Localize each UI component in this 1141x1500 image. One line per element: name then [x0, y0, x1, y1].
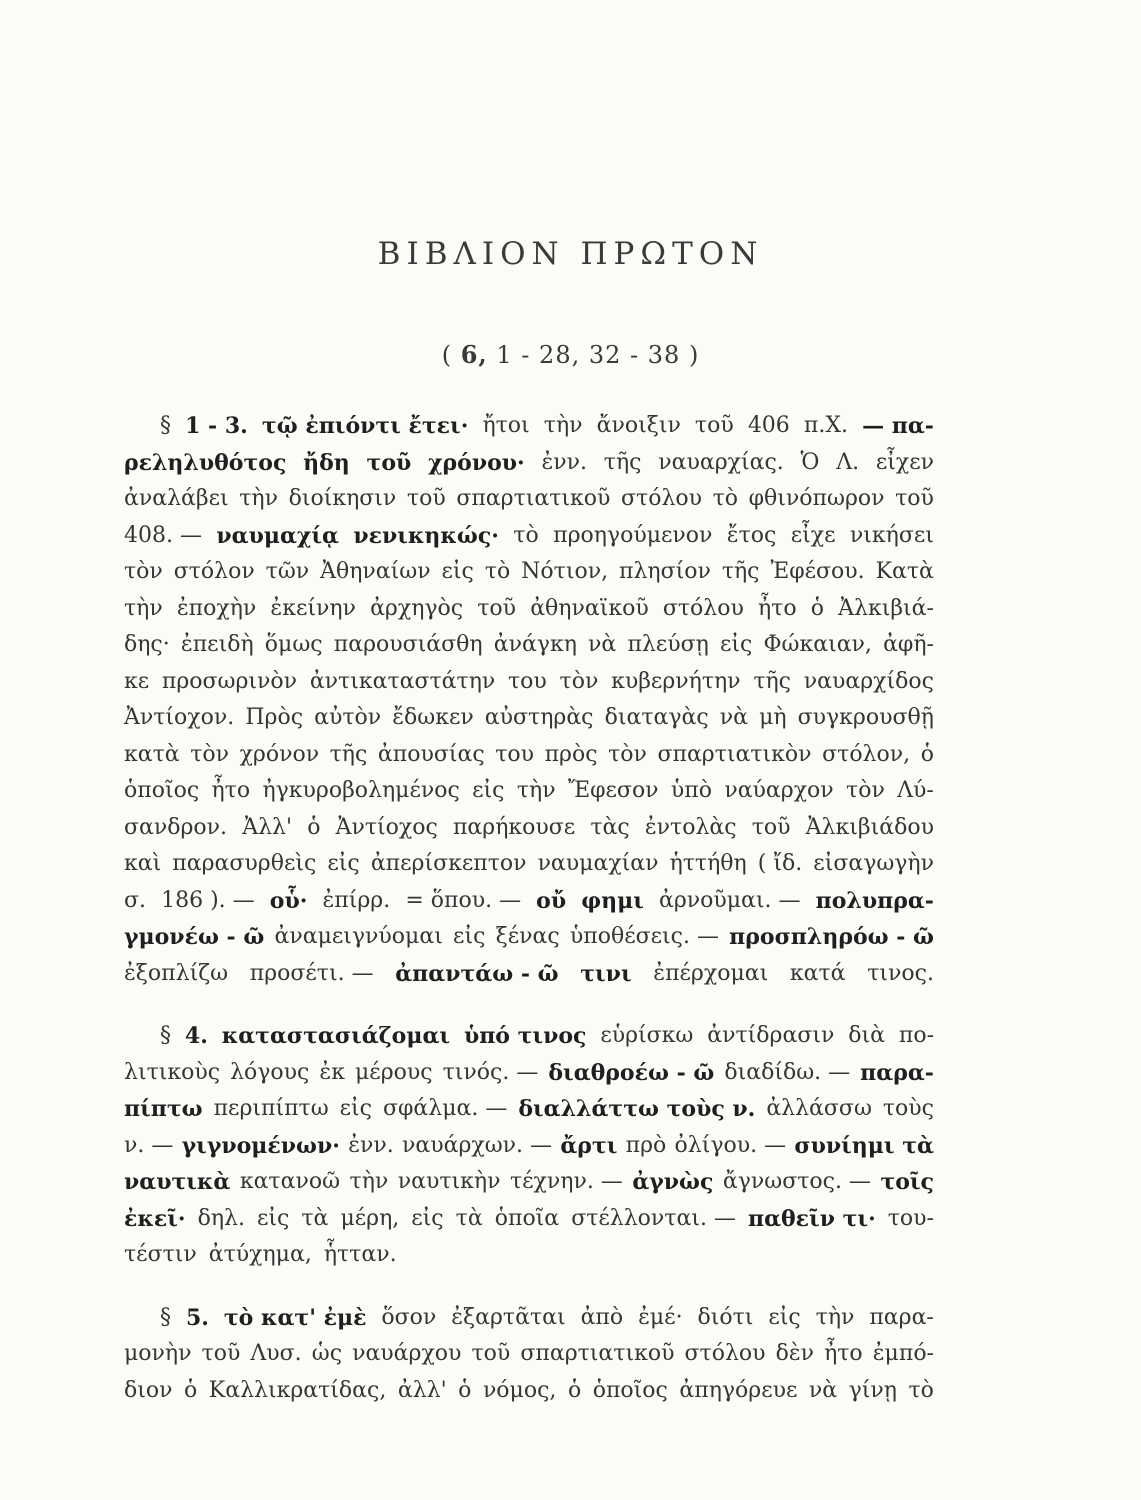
word: ἀπὸ — [580, 1304, 624, 1330]
word: στόλον, — [822, 741, 911, 767]
bold-lemma: τοῦ — [366, 449, 412, 476]
word: εἰς — [453, 924, 486, 949]
word: τὸ — [712, 486, 739, 511]
word: τὸ — [513, 522, 539, 548]
word: κυβερνήτην — [611, 668, 741, 694]
word: εἰς — [327, 851, 360, 876]
word: προσέτι. — — [249, 960, 374, 986]
word: τὴν — [349, 1169, 389, 1194]
text-line — [124, 664, 934, 701]
word: τοὺς — [882, 1096, 934, 1121]
word: ἐνν. — [348, 1132, 394, 1158]
word: τῆς — [329, 741, 368, 767]
word: ναυμαχίαν — [537, 851, 659, 876]
word: προηγούμενον — [553, 522, 713, 548]
word: τοῦ — [471, 1341, 511, 1366]
text-line — [124, 591, 934, 628]
text-line — [124, 1164, 934, 1201]
word: λιτικοὺς — [124, 1059, 221, 1085]
word: του- — [887, 1205, 934, 1231]
bold-lemma: παθεῖν τι· — [747, 1205, 876, 1232]
word: εἰς — [339, 1096, 373, 1121]
word: διοίκησιν — [288, 486, 397, 511]
word: κατά — [789, 960, 846, 986]
word: τὸ — [908, 1377, 934, 1403]
text-line — [124, 627, 934, 664]
word: τέστιν — [124, 1242, 197, 1267]
word: ἔτος — [726, 522, 777, 548]
word: προσωρινὸν — [161, 668, 298, 694]
word: τὴν — [543, 413, 583, 438]
word: ν. — — [124, 1132, 174, 1158]
word: ξένας — [495, 924, 560, 949]
bold-lemma: ἀγνὼς — [632, 1169, 714, 1195]
paragraph — [124, 408, 934, 992]
word: στόλου — [621, 486, 703, 511]
word: § — [160, 1304, 171, 1330]
word: συγκρουσθῇ — [797, 705, 934, 730]
word: διαδίδω. — — [724, 1059, 851, 1085]
word: καὶ — [124, 851, 162, 876]
bold-lemma: φημι — [581, 887, 644, 914]
bold-lemma: ρεληλυθότος — [124, 449, 287, 476]
word: νικήσει — [849, 522, 934, 548]
word: ἐξοπλίζω — [124, 960, 229, 986]
bold-lemma: συνίημι τὰ — [794, 1132, 934, 1159]
bold-lemma: ἤδη — [303, 449, 350, 476]
word: Ἔφεσον — [567, 778, 659, 803]
word: πρὸς — [544, 741, 598, 767]
word: τοῦ — [201, 1341, 241, 1366]
word: ἐπίρρ. — [322, 887, 391, 913]
bold-lemma: νενικηκώς· — [353, 522, 499, 549]
word: τοῦ — [406, 486, 446, 511]
word: στόλον — [173, 559, 255, 584]
word: ἔδωκεν — [392, 705, 474, 730]
word: ἐπέρχομαι — [653, 960, 769, 986]
word: λόγους — [230, 1059, 310, 1085]
word: εἰς — [441, 559, 474, 584]
word: αὐτὸν — [314, 705, 382, 730]
word: ὅμως — [264, 632, 323, 657]
word: ἀτύχημα, — [208, 1242, 312, 1267]
word: εἰς — [768, 1304, 801, 1330]
word: πλησίον — [619, 559, 711, 584]
word: Λύ- — [897, 778, 934, 803]
word: ἦτο — [824, 1341, 863, 1366]
word: ἐμέ· — [638, 1304, 683, 1330]
text-line — [124, 445, 934, 482]
paragraph — [124, 1300, 934, 1410]
word: ἀντίδρασιν — [707, 1023, 835, 1048]
bold-lemma: ἄρτι — [560, 1132, 618, 1159]
word: ἄγνωστος. — — [722, 1169, 871, 1194]
word: τὸν — [608, 741, 647, 767]
text-line — [124, 1336, 934, 1373]
word: μέρους — [355, 1059, 433, 1085]
word: ἤτοι — [482, 413, 530, 438]
word: τὸν — [124, 559, 163, 584]
word: τοῦ — [751, 814, 791, 840]
word: περιπίπτω — [213, 1096, 329, 1121]
word: ὁ — [184, 1377, 198, 1403]
word: Ὁ — [800, 449, 820, 475]
word: ναύαρχον — [724, 778, 834, 803]
paragraph — [124, 1018, 934, 1274]
word: ἄνοιξιν — [596, 413, 681, 438]
word: τὴν — [815, 1304, 855, 1330]
text-line — [124, 883, 934, 920]
text-line — [124, 737, 934, 774]
word: διον — [124, 1377, 173, 1403]
word: δηλ. — [197, 1205, 245, 1231]
bold-lemma: διαλλάττω τοὺς ν. — [518, 1096, 756, 1122]
bold-lemma: ναυμαχίᾳ — [216, 522, 339, 549]
word: ἀλλ' — [397, 1377, 447, 1403]
bold-lemma: τοῖς — [880, 1169, 934, 1195]
word: τοῦ — [895, 486, 934, 511]
word: Φώκαιαν, — [763, 632, 872, 657]
text-line — [124, 810, 934, 847]
subtitle-range: 1 - 28, 32 - 38 — [496, 341, 681, 369]
word: τὰ — [455, 1205, 483, 1231]
bold-lemma: γιγνομένων· — [181, 1132, 340, 1159]
word: Καλλικρατίδας, — [208, 1377, 387, 1403]
bold-lemma: τῷ ἐπιόντι ἔτει· — [261, 413, 469, 439]
word: νόμος, — [482, 1377, 557, 1403]
word: ὁ — [307, 814, 321, 840]
word: ναυάρχου — [352, 1341, 462, 1366]
bold-lemma: πίπτω — [124, 1096, 203, 1122]
word: σανδρον. — [124, 814, 228, 840]
commentary-body — [124, 408, 934, 1435]
word: διότι — [697, 1304, 754, 1330]
word: τὴν — [239, 486, 278, 511]
word: ἐποχὴν — [176, 595, 257, 621]
word: δης· — [124, 632, 170, 657]
word: ( ἴδ. — [757, 851, 803, 876]
word: πλεύσῃ — [627, 632, 709, 657]
word: ναυτικὴν — [397, 1169, 501, 1194]
word: παρήκουσε — [452, 814, 576, 840]
word: Ἐφέσου. — [770, 559, 865, 584]
word: τινός. — — [442, 1059, 539, 1085]
word: ἐκείνην — [270, 595, 356, 621]
word: τινος. — [867, 960, 934, 986]
word: Ἀλκιβιά- — [838, 595, 934, 621]
word: παρασυρθεὶς — [172, 851, 317, 876]
subtitle-chapter-number: 6, — [460, 340, 488, 369]
bold-lemma: 4. — [184, 1023, 208, 1049]
word: = ὅπου. — — [405, 887, 522, 913]
word: ἀναμειγνύομαι — [274, 924, 443, 949]
word: ἀπερίσκεπτον — [370, 851, 527, 876]
word: τὰ — [301, 1205, 329, 1231]
word: τὸ — [484, 559, 511, 584]
word: παρα- — [869, 1304, 934, 1330]
word: ἧτταν. — [323, 1242, 397, 1267]
word: ἀναλάβει — [124, 486, 229, 511]
word: § — [160, 413, 171, 438]
text-line — [124, 773, 934, 810]
word: Ἀντίοχον. — [124, 705, 235, 730]
word: αὐστηρὰς — [484, 705, 594, 730]
subtitle-open-paren: ( — [441, 341, 453, 369]
word: διὰ — [848, 1023, 885, 1048]
word: ὑποθέσεις. — — [569, 924, 719, 949]
word: ἀλλάσσω — [766, 1096, 872, 1121]
text-line — [124, 1300, 934, 1337]
word: ἀπουσίας — [377, 741, 485, 767]
word: εἰς — [472, 778, 505, 803]
word: ἀνάγκη — [493, 632, 577, 657]
word: τὸν — [559, 668, 599, 694]
word: τὸν — [190, 741, 229, 767]
word: ἐντολὰς — [644, 814, 737, 840]
bold-lemma: καταστασιάζομαι — [221, 1023, 451, 1049]
word: ἐκ — [319, 1059, 345, 1085]
text-line — [124, 700, 934, 737]
word: ἀθηναϊκοῦ — [530, 595, 649, 621]
word: χρόνον — [239, 741, 320, 767]
bold-lemma: παρα- — [860, 1059, 934, 1086]
word: ὁποῖος — [592, 1377, 668, 1403]
word: νὰ — [808, 1377, 838, 1403]
word: Ἀντίοχος — [335, 814, 438, 840]
word: ἀντικαταστάτην — [309, 668, 496, 694]
bold-lemma: διαθροέω - ῶ — [548, 1059, 715, 1086]
word: ὁποῖος — [124, 778, 200, 803]
text-line — [124, 1128, 934, 1165]
bold-lemma: οὗ· — [269, 887, 308, 914]
word: τοῦ — [477, 595, 517, 621]
word: τὸν — [846, 778, 885, 803]
word: 406 — [747, 413, 790, 438]
word: ἀρχηγὸς — [370, 595, 464, 621]
word: παρουσιάσθη — [333, 632, 483, 657]
bold-lemma: 1 - 3. — [185, 413, 248, 439]
word: ὁ — [920, 741, 934, 767]
bold-lemma: χρόνου· — [428, 449, 525, 476]
word: τῶν — [265, 559, 310, 584]
bold-lemma: προσπληρόω - ῶ — [729, 924, 934, 950]
word: εἶχε — [790, 522, 836, 548]
word: § — [160, 1023, 171, 1048]
word: ναυάρχων. — — [402, 1132, 553, 1158]
text-line — [124, 1055, 934, 1092]
word: ὀλίγου. — — [674, 1132, 787, 1158]
word: ἦτο — [211, 778, 251, 803]
word: τέχνην. — — [509, 1169, 623, 1194]
word: ἀφῆ- — [883, 632, 934, 657]
word: Νότιον, — [521, 559, 609, 584]
text-line — [124, 408, 934, 445]
word: σπαρτιατικοῦ — [456, 486, 611, 511]
bold-lemma: 5. — [185, 1304, 209, 1331]
word: ἐμπό- — [872, 1341, 934, 1366]
word: ναυαρχίας. — [658, 449, 784, 475]
word: εἰς — [256, 1205, 290, 1231]
word: μονὴν — [124, 1341, 192, 1366]
word: εἰσαγωγὴν — [813, 851, 934, 876]
word: στόλου — [684, 1341, 766, 1366]
word: εὑρίσκω — [600, 1023, 694, 1048]
word: ἦτο — [757, 595, 797, 621]
word: ναυαρχίδος — [803, 668, 934, 694]
word: ἀρνοῦμαι. — — [658, 887, 801, 913]
word: του — [495, 741, 535, 767]
text-line — [124, 1201, 934, 1238]
bold-lemma: ὑπό τινος — [463, 1023, 587, 1049]
bold-lemma: γμονέω - ῶ — [124, 924, 265, 950]
word: Ἀθηναίων — [320, 559, 431, 584]
word: του — [508, 668, 547, 694]
word: εἶχεν — [875, 449, 934, 475]
word: τῆς — [603, 449, 642, 475]
word: Ἀλλ' — [242, 814, 293, 840]
word: νὰ — [719, 705, 748, 730]
word: ὅσον — [381, 1304, 437, 1330]
word: Ἀλκιβιάδου — [805, 814, 934, 840]
word: στέλλονται. — — [571, 1205, 736, 1231]
word: σπαρτιατικοῦ — [520, 1341, 675, 1366]
word: ὁ — [810, 595, 824, 621]
word: Λ. — [836, 449, 860, 475]
word: ἠγκυροβολημένος — [262, 778, 460, 803]
word: σ. — [124, 887, 147, 913]
text-line — [124, 846, 934, 883]
text-line — [124, 1091, 934, 1128]
bold-lemma: ναυτικὰ — [124, 1169, 231, 1195]
text-line — [124, 919, 934, 956]
word: εἰς — [719, 632, 753, 657]
word: ἀπηγόρευε — [679, 1377, 798, 1403]
word: κατανοῶ — [239, 1169, 341, 1194]
word: πρὸ — [625, 1132, 667, 1158]
chapter-subtitle — [0, 340, 1141, 369]
word: σφάλμα. — — [383, 1096, 508, 1121]
bold-lemma: — πα- — [862, 413, 934, 439]
word: ὑπὸ — [670, 778, 712, 803]
word: νὰ — [588, 632, 617, 657]
word: ἐνν. — [541, 449, 588, 475]
word: ὁ — [567, 1377, 582, 1403]
bold-lemma: τὸ κατ' ἐμὲ — [223, 1304, 367, 1331]
bold-lemma: τινι — [580, 960, 632, 987]
word: Πρὸς — [245, 705, 304, 730]
text-line — [124, 518, 934, 555]
word: ἡττήθη — [669, 851, 747, 876]
word: κε — [124, 668, 150, 694]
word: ὁ — [458, 1377, 472, 1403]
word: μὴ — [759, 705, 787, 730]
word: εἰς — [411, 1205, 444, 1231]
word: π.Χ. — [803, 413, 849, 438]
word: σπαρτιατικὸν — [657, 741, 812, 767]
word: 408. — — [124, 522, 202, 548]
chapter-title: ΒΙΒΛΙΟΝ ΠΡΩΤΟΝ — [377, 236, 764, 272]
text-line — [124, 1018, 934, 1055]
text-line — [124, 554, 934, 591]
word: φθινόπωρον — [748, 486, 885, 511]
subtitle-close-paren: ) — [688, 341, 700, 369]
word: τῆς — [753, 668, 791, 694]
word: ὡς — [311, 1341, 343, 1366]
word: μέρη, — [340, 1205, 400, 1231]
word: πο- — [898, 1023, 934, 1048]
bold-lemma: ἀπαντάω - ῶ — [395, 960, 559, 987]
word: Λυσ. — [250, 1341, 302, 1366]
word: τὴν — [124, 595, 163, 621]
word: τοῦ — [694, 413, 734, 438]
word: ἐπειδὴ — [180, 632, 254, 657]
bold-lemma: ἐκεῖ· — [124, 1205, 186, 1232]
word: διαταγὰς — [604, 705, 709, 730]
word: στόλου — [662, 595, 744, 621]
word: τὰς — [590, 814, 630, 840]
text-line — [124, 481, 934, 518]
word: δὲν — [775, 1341, 815, 1366]
word: τῆς — [721, 559, 760, 584]
word: 186 ). — — [161, 887, 255, 913]
word: κατὰ — [124, 741, 180, 767]
text-line — [124, 1237, 934, 1274]
bold-lemma: πολυπρα- — [815, 887, 934, 914]
word: τὴν — [516, 778, 556, 803]
word: γίνῃ — [848, 1377, 897, 1403]
text-line — [124, 1373, 934, 1410]
word: ὁποῖα — [494, 1205, 560, 1231]
text-line — [124, 956, 934, 993]
word: ἐξαρτᾶται — [451, 1304, 566, 1330]
bold-lemma: οὔ — [536, 887, 567, 914]
word: Κατὰ — [875, 559, 934, 584]
